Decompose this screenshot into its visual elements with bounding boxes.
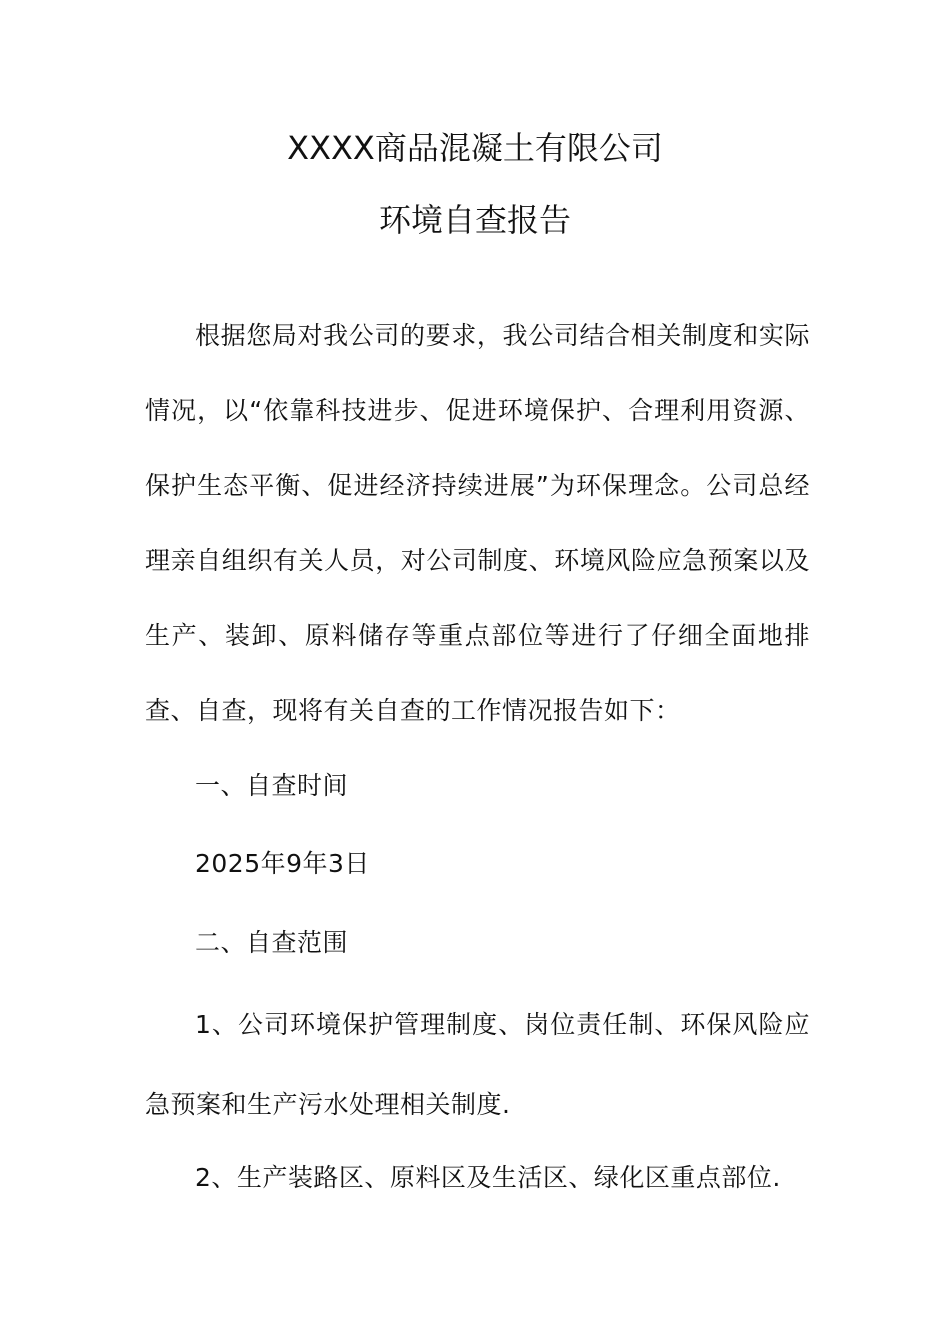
section-heading-scope: 二、自查范围 — [195, 928, 349, 957]
document-title-company: XXXX商品混凝土有限公司 — [287, 129, 663, 167]
inspection-date: 2025年9年3日 — [195, 849, 370, 878]
document-title-report: 环境自查报告 — [378, 201, 571, 239]
scope-item-2: 2、生产装路区、原料区及生活区、绿化区重点部位. — [195, 1163, 781, 1192]
section-heading-time: 一、自查时间 — [195, 771, 349, 800]
intro-paragraph: 根据您局对我公司的要求，我公司结合相关制度和实际情况，以“依靠科技进步、促进环境保护、合理利用资源、保护生态平衡、促进经济持续进展”为环保理念。公司总经理亲自组织有关人员，对公司制度、环境风险应急预案以及生产、装卸、原料储存等重点部位等进行了仔细全面地排查、自查，现将有关自查的工作情况报告如下： — [145, 321, 810, 725]
scope-item-1: 1、公司环境保护管理制度、岗位责任制、环保风险应急预案和生产污水处理相关制度. — [145, 1010, 810, 1119]
